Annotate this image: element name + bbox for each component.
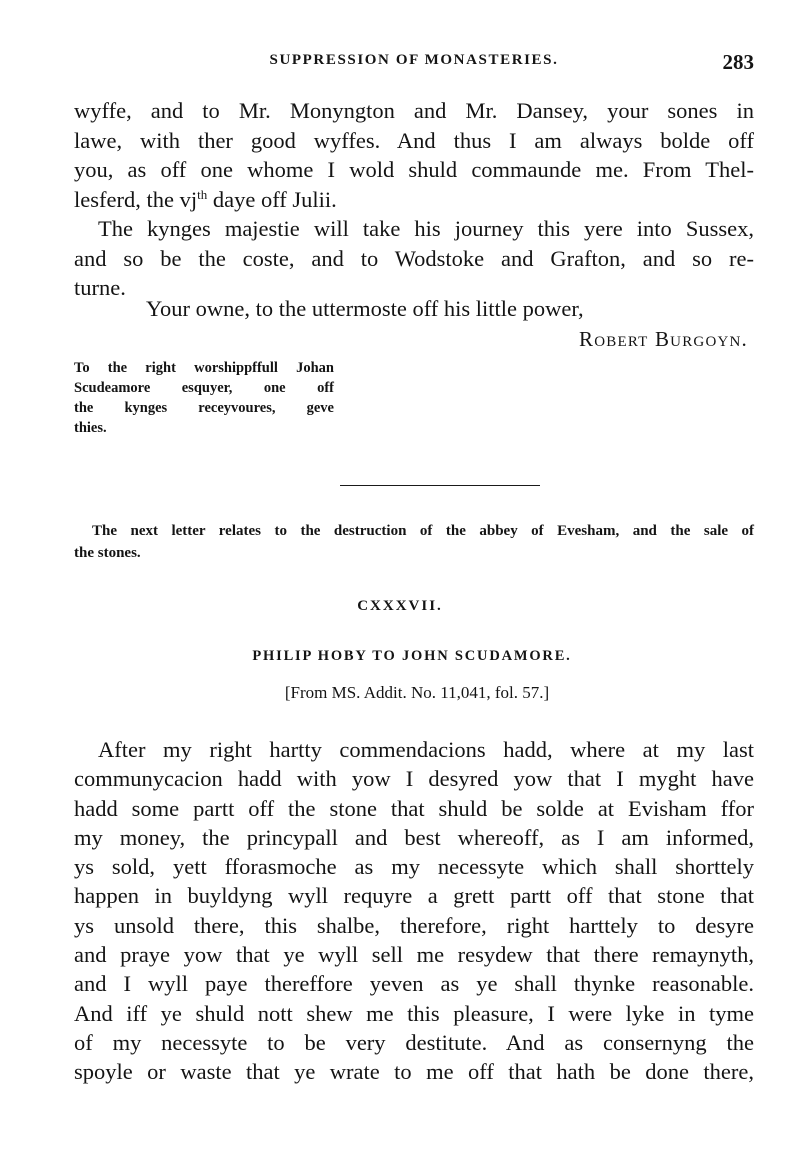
text-line: And iff ye shuld nott shew me this pleasure, I were lyke in tyme: [74, 1000, 754, 1026]
editorial-note: [74, 520, 754, 564]
text-line: and praye yow that ye wyll sell me resydew that there remaynyth,: [74, 942, 754, 968]
text-line: ys unsold there, this shalbe, therefore, right harttely to desyre: [74, 912, 754, 938]
letter-title: PHILIP HOBY TO JOHN SCUDAMORE.: [252, 648, 572, 664]
running-head: [74, 50, 754, 76]
letter-ending-paragraph: [74, 96, 754, 214]
letter-number: CXXXVII.: [357, 598, 443, 614]
text-line: lawe, with ther good wyffes. And thus I am always bolde off: [74, 127, 754, 153]
address-line: To the right worshippffull Johan: [74, 360, 334, 376]
signature-text: Robert Burgoyn.: [579, 327, 748, 351]
text-line: turne.: [74, 275, 126, 300]
address-line: the kynges receyvoures, geve: [74, 400, 334, 416]
text-line: happen in buyldyng wyll requyre a grett partt off that stone that: [74, 883, 754, 909]
signature: [579, 327, 748, 352]
text-line: wyffe, and to Mr. Monyngton and Mr. Dansey, your sones in: [74, 98, 754, 123]
text-line: ys sold, yett fforasmoche as my necessyte which shall shorttely: [74, 854, 754, 880]
address-line: Scudeamore esquyer, one off: [74, 380, 334, 396]
note-line: The next letter relates to the destruction of the abbey of Evesham, and the sale of: [92, 523, 754, 539]
note-line: the stones.: [74, 545, 141, 561]
text-line: After my right hartty commendacions hadd, where at my last: [98, 737, 754, 762]
text-line: [74, 185, 754, 215]
text-line: communycacion hadd with yow I desyred yow that I myght have: [74, 766, 754, 792]
text-line: my money, the princypall and best whereoff, as I am informed,: [74, 824, 754, 850]
text-line: The kynges majestie will take his journey this yere into Sussex,: [98, 216, 754, 241]
date-text-end: daye off Julii.: [207, 186, 337, 212]
ordinal-superscript: th: [197, 186, 208, 202]
text-line: and I wyll paye thereffore yeven as ye shall thynke reasonable.: [74, 971, 754, 997]
text-line: hadd some partt off the stone that shuld be solde at Evisham ffor: [74, 795, 754, 821]
section-divider: [340, 485, 540, 486]
manuscript-source: [From MS. Addit. No. 11,041, fol. 57.]: [284, 683, 550, 702]
address-line: thies.: [74, 420, 107, 436]
text-line: of my necessyte to be very destitute. And as consernyng the: [74, 1029, 754, 1055]
closing-formula: Your owne, to the uttermoste off his little power,: [146, 296, 584, 321]
text-line: and so be the coste, and to Wodstoke and Grafton, and so re-: [74, 245, 754, 271]
text-line: you, as off one whome I wold shuld commaunde me. From Thel-: [74, 157, 754, 182]
date-text: lesferd, the vj: [74, 186, 198, 212]
running-title: SUPPRESSION OF MONASTERIES.: [269, 52, 559, 68]
letter-address: [74, 358, 334, 438]
page-number: 283: [722, 50, 754, 74]
postscript-paragraph: [74, 214, 754, 303]
text-line: spoyle or waste that ye wrate to me off that hath be done there,: [74, 1059, 754, 1085]
letter-body: [74, 735, 754, 1087]
